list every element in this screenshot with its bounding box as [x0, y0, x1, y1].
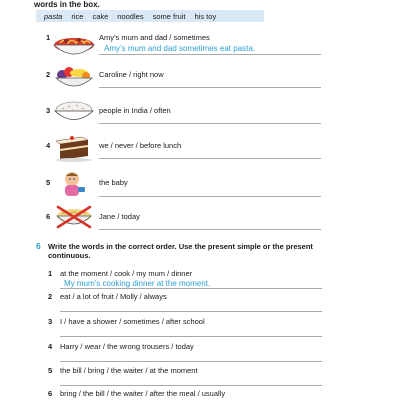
- item-number: 2: [48, 292, 53, 301]
- item-prompt: eat / a lot of fruit / Molly / always: [60, 292, 167, 301]
- item-number: 3: [48, 317, 53, 326]
- crossed-noodles-icon: [52, 204, 96, 230]
- item-prompt: the bill / bring / the waiter / at the moment: [60, 366, 198, 375]
- baby-icon: [52, 170, 96, 200]
- item-prompt: the baby: [99, 178, 128, 187]
- item-prompt: people in India / often: [99, 106, 171, 115]
- item-number: 6: [48, 389, 53, 398]
- item-prompt: Harry / wear / the wrong trousers / today: [60, 342, 194, 351]
- exercise6-instruction: Write the words in the correct order. Use the present simple or the present continuous.: [48, 242, 313, 260]
- word-box: [36, 10, 264, 22]
- word-box-word: rice: [71, 11, 84, 21]
- item-number: 1: [46, 33, 51, 42]
- answer-line[interactable]: [99, 123, 321, 124]
- rice-bowl-icon: [52, 100, 96, 124]
- word-box-word: cake: [92, 11, 109, 21]
- fruit-bowl-icon: [52, 64, 96, 90]
- answer-line[interactable]: [99, 196, 321, 197]
- item-number: 4: [48, 342, 53, 351]
- cake-slice-icon: [52, 134, 96, 162]
- item-prompt: Jane / today: [99, 212, 140, 221]
- answer-line[interactable]: [60, 336, 322, 337]
- item-prompt: Caroline / right now: [99, 70, 164, 79]
- word-box-word: noodles: [117, 11, 144, 21]
- item-prompt: at the moment / cook / my mum / dinner: [60, 269, 193, 278]
- item-prompt: I / have a shower / sometimes / after school: [60, 317, 205, 326]
- item-number: 2: [46, 70, 51, 79]
- word-box-word: pasta: [44, 11, 63, 21]
- answer-line[interactable]: [60, 311, 322, 312]
- item-number: 1: [48, 269, 53, 278]
- exercise5-instruction: words in the box.: [34, 0, 100, 9]
- exercise-number: 6: [36, 241, 41, 251]
- answer-line[interactable]: [60, 361, 322, 362]
- item-number: 6: [46, 212, 51, 221]
- item-prompt: Amy’s mum and dad / sometimes: [99, 33, 210, 42]
- word-box-word: his toy: [194, 11, 217, 21]
- word-box-word: some fruit: [152, 11, 186, 21]
- item-number: 5: [46, 178, 51, 187]
- answer-line[interactable]: [99, 158, 321, 159]
- item-answer: My mum’s cooking dinner at the moment.: [64, 279, 211, 288]
- item-answer: Amy’s mum and dad sometimes eat pasta.: [104, 44, 256, 53]
- item-prompt: we / never / before lunch: [99, 141, 182, 150]
- answer-line[interactable]: [60, 385, 322, 386]
- answer-line[interactable]: [99, 87, 321, 88]
- item-number: 4: [46, 141, 51, 150]
- answer-line[interactable]: [99, 54, 321, 55]
- answer-line[interactable]: [99, 229, 321, 230]
- item-number: 3: [46, 106, 51, 115]
- item-number: 5: [48, 366, 53, 375]
- item-prompt: bring / the bill / the waiter / after the meal / usually: [60, 389, 226, 398]
- pasta-bowl-icon: [52, 30, 96, 60]
- answer-line[interactable]: [60, 288, 322, 289]
